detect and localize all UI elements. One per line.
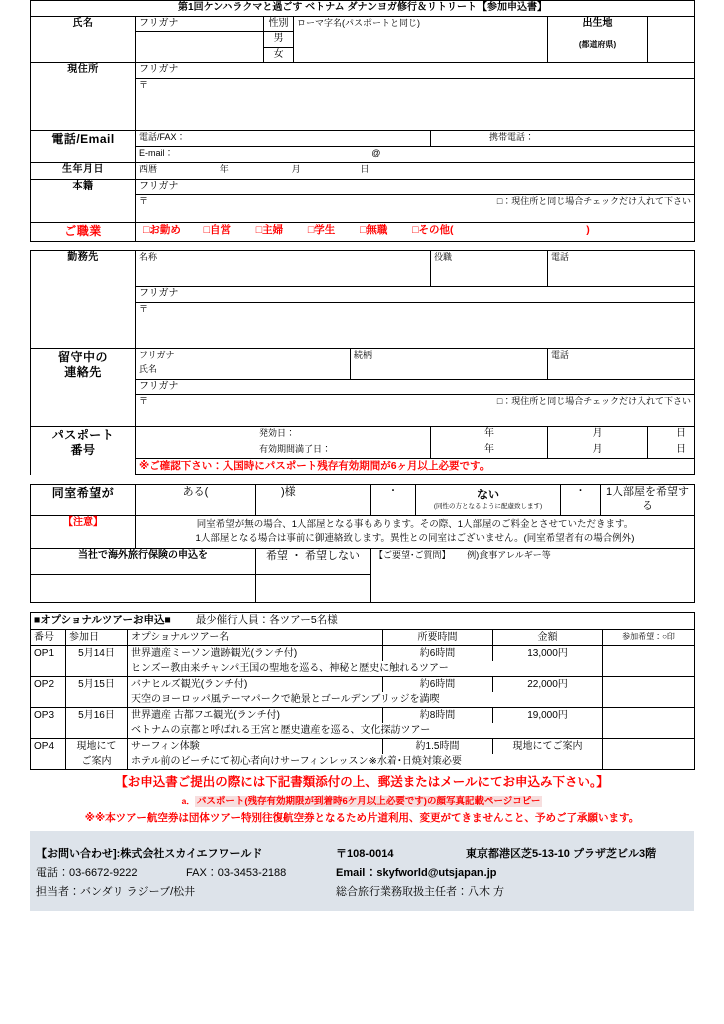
birthplace-sub-label: (都道府県) [578, 40, 617, 49]
column-header-date: 参加日 [66, 629, 128, 645]
name-label: 氏名 [31, 16, 136, 63]
request-label: 【ご要望･ご質問】 [374, 550, 451, 561]
submission-notes [30, 773, 694, 825]
table-row-desc [31, 723, 695, 739]
insurance-label: 当社で海外旅行保険の申込を [31, 549, 256, 575]
tour-price-op2: 22,000円 [493, 676, 603, 692]
roommate-separator-2: ・ [561, 485, 601, 516]
tel-fax-label: 電話/FAX： [139, 131, 186, 142]
emergency-furigana-label: フリガナ [139, 349, 175, 360]
tour-apply-op1[interactable] [603, 645, 695, 676]
roommate-row [31, 485, 695, 516]
tour-price-op3: 19,000円 [493, 707, 603, 723]
footer-manager: 総合旅行業務取扱主任者：八木 方 [336, 886, 505, 899]
tour-no-op4: OP4 [31, 738, 66, 754]
work-postal-mark: 〒 [139, 303, 149, 314]
submission-main-note: 【お申込書ご提出の際には下記書類添付の上、郵送またはメールにてお申込み下さい。】 [115, 774, 609, 789]
roommate-have-option[interactable]: ある( [136, 485, 256, 516]
birthdate-era-label: 西暦 [139, 163, 158, 174]
page-title: 第1回ケンハラクマと過ごす ベトナム ダナンヨガ修行＆リトリート【参加申込書】 [31, 1, 695, 17]
footer-inquiry-label: 【お問い合わせ]:株式会社スカイエフワールド [36, 847, 263, 860]
table-row-desc [31, 692, 695, 708]
tour-no-op3: OP3 [31, 707, 66, 723]
column-header-tour-name: オプショナルツアー名 [128, 629, 383, 645]
occupation-option-selfemployed[interactable]: □自営 [203, 224, 231, 236]
tour-description-op1: ヒンズー教由来チャンパ王国の聖地を巡る、神秘と歴史に触れるツアー [128, 661, 603, 677]
tour-no-op3-cont [31, 723, 66, 739]
passport-issue-month: 月 [548, 427, 648, 443]
occupation-option-other[interactable]: □その他( [412, 224, 454, 236]
roommate-separator-1: ・ [371, 485, 416, 516]
email-label: E-mail： [139, 147, 174, 158]
emergency-relation-label: 続柄 [354, 349, 373, 360]
registry-postal-mark: 〒 [139, 196, 149, 206]
optional-tour-heading: ■オプショナルツアーお申込■ [34, 614, 171, 627]
tour-name-op1: 世界遺産ミーソン遺跡観光(ランチ付) [128, 645, 383, 661]
roommate-none-label: ない [477, 488, 499, 501]
emergency-label-line1: 留守中の [57, 349, 108, 364]
footer-address: 東京都港区芝5-13-10 プラザ芝ビル3階 [466, 847, 657, 860]
submission-item-a-prefix: a． [181, 795, 195, 806]
mobile-field[interactable] [431, 130, 695, 146]
caution-label: 【注意】 [31, 515, 136, 549]
flight-ticket-note: ※※本ツアー航空券は団体ツアー特別往復航空券となるため片道利用、変更がてきませんこと、予めご了承願います。 [84, 811, 640, 824]
passport-expiry-cell[interactable] [136, 443, 431, 459]
romaji-name-label: ローマ字名(パスポートと同じ) [297, 17, 420, 28]
birthplace-cell [548, 16, 648, 63]
insurance-row [31, 549, 695, 575]
work-label: 勤務先 [31, 251, 136, 349]
table-row [31, 645, 695, 661]
birthdate-label: 生年月日 [31, 162, 136, 179]
tour-description-op2: 天空のヨーロッパ風テーマパークで絶景とゴールデンブリッジを満喫 [128, 692, 603, 708]
tour-description-op3: ベトナムの京都と呼ばれる王宮と歴史遺産を巡る、文化探訪ツアー [128, 723, 603, 739]
work-position-label: 役職 [434, 252, 453, 262]
address-label: 現住所 [31, 63, 136, 131]
table-row [31, 707, 695, 723]
emergency-name-label: 氏名 [139, 364, 158, 374]
occupation-option-unemployed[interactable]: □無職 [360, 224, 388, 236]
passport-expiry-day: 日 [648, 443, 695, 459]
roommate-none-sub-label: (同性の方となるように配慮致します) [433, 502, 543, 510]
work-tel-label: 電話 [551, 252, 570, 262]
footer-tel: 電話：03-6672-9222 [36, 867, 138, 880]
work-tel-field[interactable] [548, 251, 695, 287]
birthdate-year-label: 年 [219, 163, 229, 174]
emergency-same-as-address-checkbox[interactable]: □：現住所と同じ場合チェックだけ入れて下さい [496, 396, 692, 406]
address-input[interactable] [136, 78, 695, 130]
emergency-furigana2-label: フリガナ [136, 379, 695, 395]
work-furigana-label: フリガナ [136, 287, 695, 303]
gender-male-option[interactable]: 男 [264, 32, 294, 48]
submission-item-a [30, 793, 694, 807]
optional-tour-header-row [31, 629, 695, 645]
footer-row-company [36, 845, 688, 864]
romaji-name-cell[interactable] [294, 16, 548, 63]
footer-postal: 〒108-0014 [336, 847, 394, 860]
passport-expiry-label: 有効期間満了日： [259, 443, 332, 454]
column-header-no: 番号 [31, 629, 66, 645]
optional-tour-table [30, 612, 695, 770]
request-question-cell[interactable] [371, 549, 695, 603]
registry-furigana-label: フリガナ [136, 179, 695, 195]
tour-date-op4-line2: ご案内 [66, 754, 128, 770]
caution-text [136, 515, 695, 549]
tour-duration-op3: 約8時間 [383, 707, 493, 723]
footer-email[interactable]: Email：skyfworld@utsjapan.jp [336, 867, 497, 880]
name-furigana-row [31, 16, 695, 32]
birthplace-label: 出生地 [582, 17, 613, 29]
tour-description-op4: ホテル前のビーチにて初心者向けサーフィンレッスン※水着･日焼対策必要 [128, 754, 603, 770]
footer-fax: FAX：03-3453-2188 [186, 867, 287, 880]
section-gap-2 [30, 475, 694, 484]
address-furigana-label: フリガナ [136, 63, 695, 79]
address-furigana-row [31, 63, 695, 79]
form-title-row [31, 1, 695, 17]
tour-duration-op1: 約6時間 [383, 645, 493, 661]
tour-apply-op2[interactable] [603, 676, 695, 707]
contact-label: 電話/Email [31, 130, 136, 162]
birthdate-day-label: 日 [360, 163, 370, 174]
tour-date-op3: 5月16日 [66, 707, 128, 723]
work-name-field[interactable] [136, 251, 431, 287]
footer-row-staff [36, 883, 688, 902]
birthdate-field[interactable] [136, 162, 695, 179]
tour-date-op3-cont [66, 723, 128, 739]
tour-no-op1-cont [31, 661, 66, 677]
mobile-label: 携帯電話： [489, 131, 535, 142]
footer-row-tel [36, 864, 688, 883]
column-header-apply: 参加希望：○印 [603, 629, 695, 645]
name-furigana-label: フリガナ [136, 16, 264, 32]
section-gap-3 [30, 603, 694, 612]
emergency-relation-field[interactable] [351, 348, 548, 379]
tour-apply-op4[interactable] [603, 738, 695, 769]
passport-issue-cell[interactable] [136, 427, 431, 443]
passport-issue-day: 日 [648, 427, 695, 443]
emergency-name-row [31, 348, 695, 363]
occupation-option-other-close: ) [586, 224, 590, 236]
tour-name-op4: サーフィン体験 [128, 738, 383, 754]
section-gap-1 [31, 242, 695, 251]
emergency-label [31, 348, 136, 427]
occupation-label: ご職業 [31, 223, 136, 242]
passport-expiry-month: 月 [548, 443, 648, 459]
occupation-option-employed[interactable]: □お勤め [143, 224, 181, 236]
caution-row [31, 515, 695, 549]
gender-label: 性別 [264, 16, 294, 32]
column-header-duration: 所要時間 [383, 629, 493, 645]
passport-issue-year: 年 [431, 427, 548, 443]
insurance-blank-left[interactable] [31, 575, 256, 603]
tour-no-op2-cont [31, 692, 66, 708]
table-row-desc [31, 754, 695, 770]
registry-furigana-row [31, 179, 695, 195]
registry-label: 本籍 [31, 179, 136, 223]
roommate-insurance-table [30, 484, 695, 603]
occupation-row [31, 223, 695, 242]
tour-no-op4-cont [31, 754, 66, 770]
work-name-row [31, 251, 695, 287]
emergency-furigana-cell [136, 348, 351, 363]
emergency-name-field[interactable] [136, 363, 351, 379]
footer-contact-block [30, 831, 694, 911]
applicant-form-table [30, 0, 695, 475]
passport-label-line1: パスポート [51, 428, 115, 442]
roommate-single-option[interactable]: 1人部屋を希望する [601, 485, 695, 516]
table-row-desc [31, 661, 695, 677]
contact-tel-row [31, 130, 695, 146]
tour-date-op1-cont [66, 661, 128, 677]
occupation-option-student[interactable]: □学生 [307, 224, 336, 236]
caution-line-2: 1人部屋となる場合は事前に御連絡致します。異性との同室はございません。(同室希望者有の場合例外) [195, 532, 635, 544]
emergency-tel-label: 電話 [551, 349, 570, 360]
roommate-have-close: )様 [256, 485, 371, 516]
tour-price-op1: 13,000円 [493, 645, 603, 661]
optional-tour-heading-row [31, 613, 695, 630]
name-input[interactable] [136, 32, 264, 63]
footer-staff: 担当者：バンダリ ラジーブ/松井 [36, 886, 196, 899]
passport-issue-row [31, 427, 695, 443]
insurance-choice[interactable]: 希望 ・ 希望しない [256, 549, 371, 575]
work-address-input[interactable] [136, 302, 695, 348]
tour-name-op2: バナヒルズ観光(ランチ付) [128, 676, 383, 692]
insurance-blank-right[interactable] [256, 575, 371, 603]
tour-date-op2: 5月15日 [66, 676, 128, 692]
column-header-price: 金額 [493, 629, 603, 645]
passport-expiry-year: 年 [431, 443, 548, 459]
optional-tour-heading-cell [31, 613, 695, 630]
passport-warning-text: ※ご確認下さい：入国時にパスポート残存有効期間が6ヶ月以上必要です。 [136, 459, 695, 475]
emergency-tel-field[interactable] [548, 348, 695, 379]
birthplace-input[interactable] [648, 16, 695, 63]
optional-tour-min-people: 最少催行人員：各ツアー5名様 [195, 614, 338, 627]
passport-label [31, 427, 136, 475]
occupation-options-cell[interactable] [136, 223, 695, 242]
work-position-field[interactable] [431, 251, 548, 287]
passport-issue-label: 発効日： [259, 428, 296, 438]
tour-apply-op3[interactable] [603, 707, 695, 738]
email-field[interactable] [136, 146, 695, 162]
emergency-postal-mark: 〒 [139, 396, 149, 406]
table-row [31, 676, 695, 692]
tour-no-op1: OP1 [31, 645, 66, 661]
request-example: 例)食事アレルギー等 [467, 550, 551, 561]
table-row [31, 738, 695, 754]
roommate-label: 同室希望が [31, 485, 136, 516]
tour-date-op1: 5月14日 [66, 645, 128, 661]
registry-same-as-address-checkbox[interactable]: □：現住所と同じ場合チェックだけ入れて下さい [496, 196, 692, 206]
emergency-address-input[interactable] [136, 395, 695, 427]
submission-item-a-text: パスポート(残存有効期限が到着時6ケ月以上必要です)の顔写真記載ページコピー [196, 795, 541, 807]
caution-line-1: 同室希望が無の場合、1人部屋となる事もあります。その際、1人部屋のご料金とさせていただきます。 [196, 518, 634, 530]
tour-date-op4-line1: 現地にて [66, 738, 128, 754]
tour-duration-op2: 約6時間 [383, 676, 493, 692]
tour-no-op2: OP2 [31, 676, 66, 692]
registry-input[interactable] [136, 195, 695, 223]
birthdate-row [31, 162, 695, 179]
passport-label-line2: 番号 [70, 443, 96, 457]
roommate-none-option[interactable] [416, 485, 561, 516]
tour-duration-op4: 約1.5時間 [383, 738, 493, 754]
tour-name-op3: 世界遺産 古都フエ観光(ランチ付) [128, 707, 383, 723]
email-at-mark: @ [371, 147, 381, 158]
work-name-label: 名称 [139, 252, 158, 262]
tour-price-op4: 現地にてご案内 [493, 738, 603, 754]
birthdate-month-label: 月 [291, 163, 301, 174]
gap-cell [31, 242, 695, 251]
emergency-label-line2: 連絡先 [64, 364, 102, 379]
tour-date-op2-cont [66, 692, 128, 708]
tel-fax-field[interactable] [136, 130, 431, 146]
gender-female-option[interactable]: 女 [264, 47, 294, 63]
address-postal-mark: 〒 [139, 79, 149, 90]
occupation-option-homemaker[interactable]: □主婦 [255, 224, 284, 236]
